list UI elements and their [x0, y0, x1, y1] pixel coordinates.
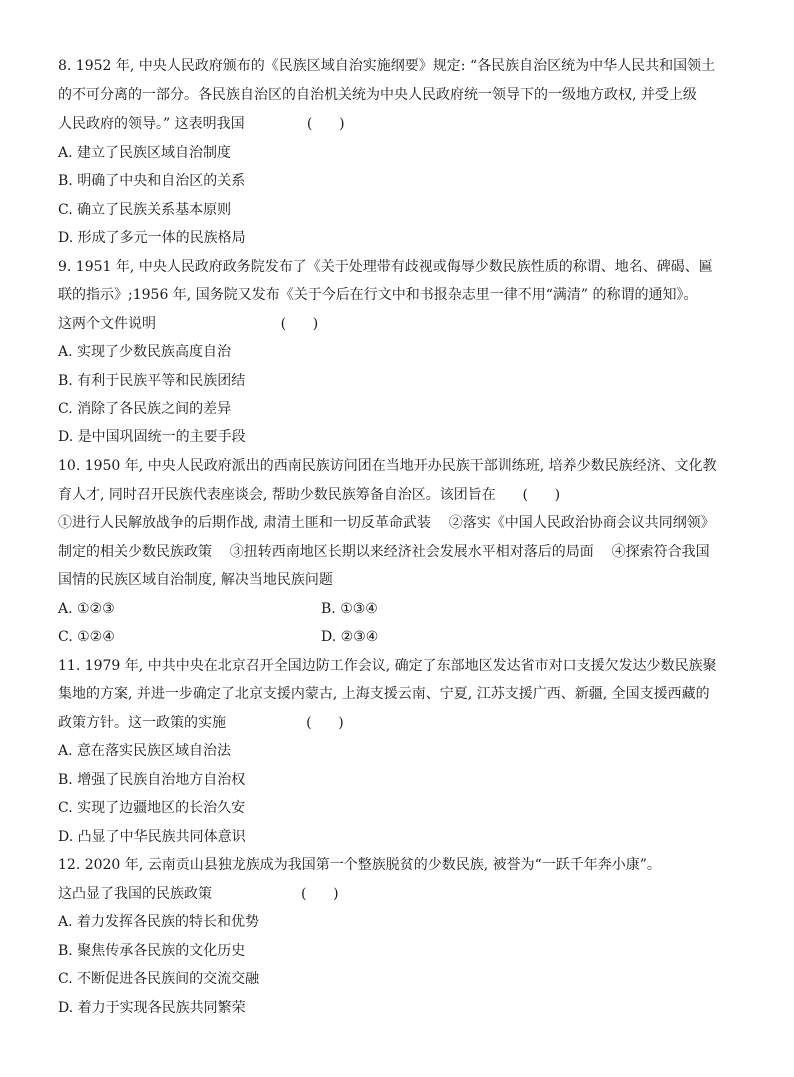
q9-option-b: B. 有利于民族平等和民族团结 [58, 373, 246, 389]
q11-option-c: C. 实现了边疆地区的长治久安 [58, 800, 246, 816]
q10-stem-line: 国情的民族区域自治制度, 解决当地民族问题 [58, 572, 333, 588]
q8-option-b: B. 明确了中央和自治区的关系 [58, 173, 246, 189]
q9-stem-line: 这两个文件说明 ( ) [58, 316, 319, 332]
q12-option-d: D. 着力于实现各民族共同繁荣 [58, 1000, 246, 1016]
q10-stem-line: 育人才, 同时召开民族代表座谈会, 帮助少数民族筹备自治区。该团旨在 ( ) [58, 487, 561, 503]
q9-stem-line: 9. 1951 年, 中央人民政府政务院发布了《关于处理带有歧视或侮辱少数民族性质的称谓、地名、碑碣、匾 [58, 259, 713, 275]
q12-option-b: B. 聚焦传承各民族的文化历史 [58, 943, 246, 959]
q10-stem-line: 制定的相关少数民族政策 ③扭转西南地区长期以来经济社会发展水平相对落后的局面 ④探索符合我国 [58, 544, 710, 560]
q12-option-c: C. 不断促进各民族间的交流交融 [58, 971, 260, 987]
q10-stem-line: 10. 1950 年, 中央人民政府派出的西南民族访问团在当地开办民族干部训练班, 培养少数民族经济、文化教 [58, 458, 717, 474]
q8-option-a: A. 建立了民族区域自治制度 [58, 145, 232, 161]
q12-stem-line: 12. 2020 年, 云南贡山县独龙族成为我国第一个整族脱贫的少数民族, 被誉为“一跃千年奔小康”。 [58, 857, 661, 873]
q8-stem-line: 8. 1952 年, 中央人民政府颁布的《民族区域自治实施纲要》规定: “各民族自治区统为中华人民共和国领土 [58, 58, 716, 74]
q12-option-a: A. 着力发挥各民族的特长和优势 [58, 914, 260, 930]
q10-option-b: B. ①③④ [321, 601, 378, 617]
q11-stem-line: 集地的方案, 并进一步确定了北京支援内蒙古, 上海支援云南、宁夏, 江苏支援广西、新疆, 全国支援西藏的 [58, 686, 710, 702]
q8-option-d: D. 形成了多元一体的民族格局 [58, 230, 246, 246]
q10-option-c: C. ①②④ [58, 629, 115, 645]
q12-stem-line: 这凸显了我国的民族政策 ( ) [58, 886, 339, 902]
q10-option-d: D. ②③④ [321, 629, 379, 645]
q11-option-b: B. 增强了民族自治地方自治权 [58, 772, 246, 788]
q9-option-d: D. 是中国巩固统一的主要手段 [58, 429, 246, 445]
q11-option-d: D. 凸显了中华民族共同体意识 [58, 829, 246, 845]
q9-option-c: C. 消除了各民族之间的差异 [58, 401, 232, 417]
q8-option-c: C. 确立了民族关系基本原则 [58, 202, 232, 218]
q11-option-a: A. 意在落实民族区域自治法 [58, 743, 232, 759]
q8-stem-line: 人民政府的领导。” 这表明我国 ( ) [58, 116, 345, 132]
q9-option-a: A. 实现了少数民族高度自治 [58, 344, 232, 360]
q11-stem-line: 政策方针。这一政策的实施 ( ) [58, 715, 344, 731]
q10-stem-line: ①进行人民解放战争的后期作战, 肃清土匪和一切反革命武装 ②落实《中国人民政治协商会议共同纲领》 [58, 515, 715, 531]
q10-option-a: A. ①②③ [58, 601, 115, 617]
q11-stem-line: 11. 1979 年, 中共中央在北京召开全国边防工作会议, 确定了东部地区发达省市对口支援欠发达少数民族聚 [58, 658, 717, 674]
q9-stem-line: 联的指示》;1956 年, 国务院又发布《关于今后在行文中和书报杂志里一律不用“满清” 的称谓的通知》。 [58, 287, 698, 303]
q8-stem-line: 的不可分离的一部分。各民族自治区的自治机关统为中央人民政府统一领导下的一级地方政权, 并受上级 [58, 87, 697, 103]
